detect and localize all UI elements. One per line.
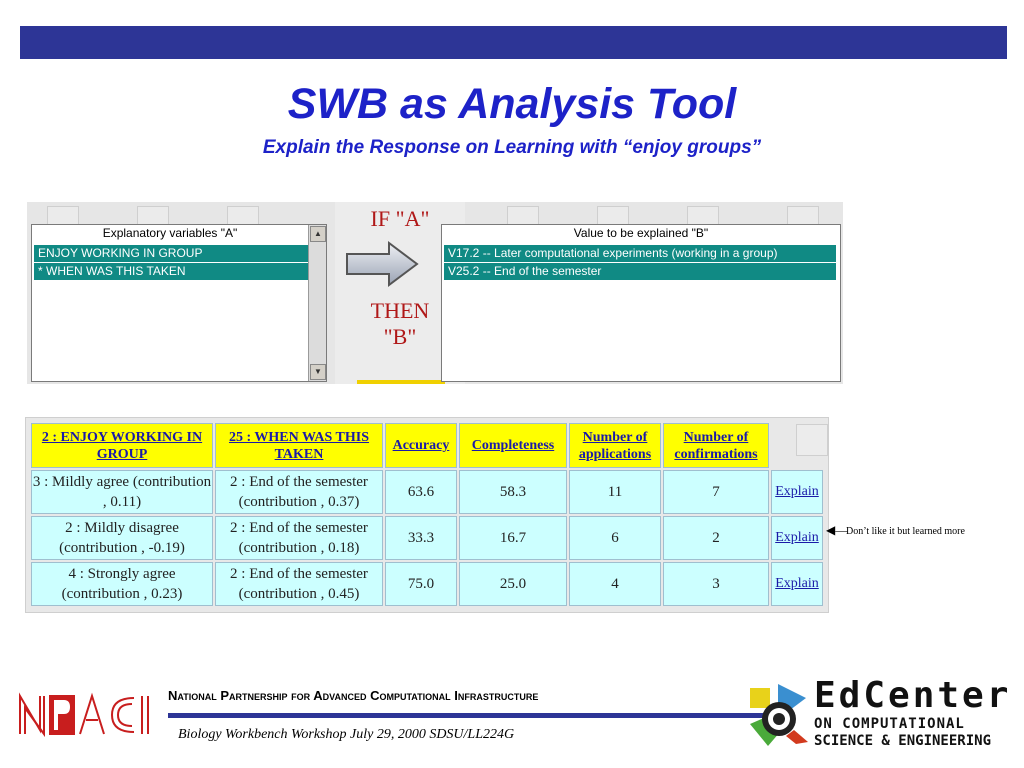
scroll-down-icon[interactable]: ▼ [310, 364, 326, 380]
accuracy-value: 63.6 [385, 470, 457, 514]
value-to-explain-list[interactable] [441, 224, 841, 382]
applications-value: 4 [569, 562, 661, 606]
watermark-tile [787, 206, 819, 226]
explanatory-variables-list[interactable] [31, 224, 327, 382]
list-item[interactable]: ENJOY WORKING IN GROUP [34, 245, 308, 262]
table-cell: 2 : End of the semester (contribution , 0.45) [215, 562, 383, 606]
edcenter-tagline-2: SCIENCE & ENGINEERING [814, 733, 992, 749]
then-label: THEN [370, 298, 430, 323]
annotation-note [826, 522, 1016, 538]
value-to-explain-header: Value to be explained "B" [573, 226, 709, 240]
left-arrow-icon: ◀— [826, 523, 848, 537]
footer-rule [168, 713, 768, 718]
accuracy-value: 75.0 [385, 562, 457, 606]
workshop-caption: Biology Workbench Workshop July 29, 2000 SDSU/LL224G [178, 727, 515, 742]
confirmations-value: 3 [663, 562, 769, 606]
accuracy-value: 33.3 [385, 516, 457, 560]
watermark-tile [687, 206, 719, 226]
npaci-logo [16, 690, 158, 738]
watermark-tile [47, 206, 79, 226]
applications-value: 11 [569, 470, 661, 514]
edcenter-logo [750, 675, 1012, 752]
watermark-tile [227, 206, 259, 226]
column-header-accuracy[interactable]: Accuracy [385, 423, 457, 468]
applications-value: 6 [569, 516, 661, 560]
confirmations-value: 7 [663, 470, 769, 514]
table-cell: 3 : Mildly agree (contribution , 0.11) [31, 470, 213, 514]
completeness-value: 16.7 [459, 516, 567, 560]
top-banner-bar [20, 26, 1007, 59]
slide-subtitle: Explain the Response on Learning with “enjoy groups” [262, 137, 762, 158]
explanatory-variables-header: Explanatory variables "A" [102, 226, 238, 240]
list-item[interactable]: * WHEN WAS THIS TAKEN [34, 263, 308, 280]
explain-link[interactable]: Explain [771, 562, 823, 606]
if-label: IF "A" [370, 206, 430, 231]
watermark-tile [507, 206, 539, 226]
edcenter-emblem-icon [750, 684, 808, 746]
watermark-tile [597, 206, 629, 226]
scroll-up-icon[interactable]: ▲ [310, 226, 326, 242]
slide-title: SWB as Analysis Tool [287, 80, 737, 128]
table-cell: 2 : End of the semester (contribution , 0.18) [215, 516, 383, 560]
edcenter-tagline-1: ON COMPUTATIONAL [814, 716, 965, 732]
table-cell: 2 : End of the semester (contribution , 0.37) [215, 470, 383, 514]
list-item[interactable]: V17.2 -- Later computational experiments (working in a group) [444, 245, 836, 262]
column-header-confirmations[interactable]: Number of confirmations [663, 423, 769, 468]
b-label: "B" [383, 324, 417, 349]
table-cell: 4 : Strongly agree (contribution , 0.23) [31, 562, 213, 606]
yellow-strip [357, 380, 445, 384]
table-cell: 2 : Mildly disagree (contribution , -0.19) [31, 516, 213, 560]
watermark-tile [796, 424, 828, 456]
explain-link[interactable]: Explain [771, 516, 823, 560]
watermark-tile [137, 206, 169, 226]
list-item[interactable]: V25.2 -- End of the semester [444, 263, 836, 280]
explain-link[interactable]: Explain [771, 470, 823, 514]
right-arrow-icon [345, 240, 421, 288]
column-header-applications[interactable]: Number of applications [569, 423, 661, 468]
column-header-completeness[interactable]: Completeness [459, 423, 567, 468]
variables-panel [27, 202, 843, 384]
completeness-value: 25.0 [459, 562, 567, 606]
confirmations-value: 2 [663, 516, 769, 560]
column-header-when-taken[interactable]: 25 : WHEN WAS THIS TAKEN [215, 423, 383, 468]
scrollbar[interactable] [308, 225, 326, 381]
edcenter-wordmark: EdCenter [814, 675, 1012, 716]
annotation-text: Don’t like it but learned more [846, 526, 965, 537]
completeness-value: 58.3 [459, 470, 567, 514]
results-table [25, 417, 829, 613]
column-header-enjoy-working[interactable]: 2 : ENJOY WORKING IN GROUP [31, 423, 213, 468]
partnership-title: National Partnership for Advanced Computational Infrastructure [168, 688, 539, 703]
